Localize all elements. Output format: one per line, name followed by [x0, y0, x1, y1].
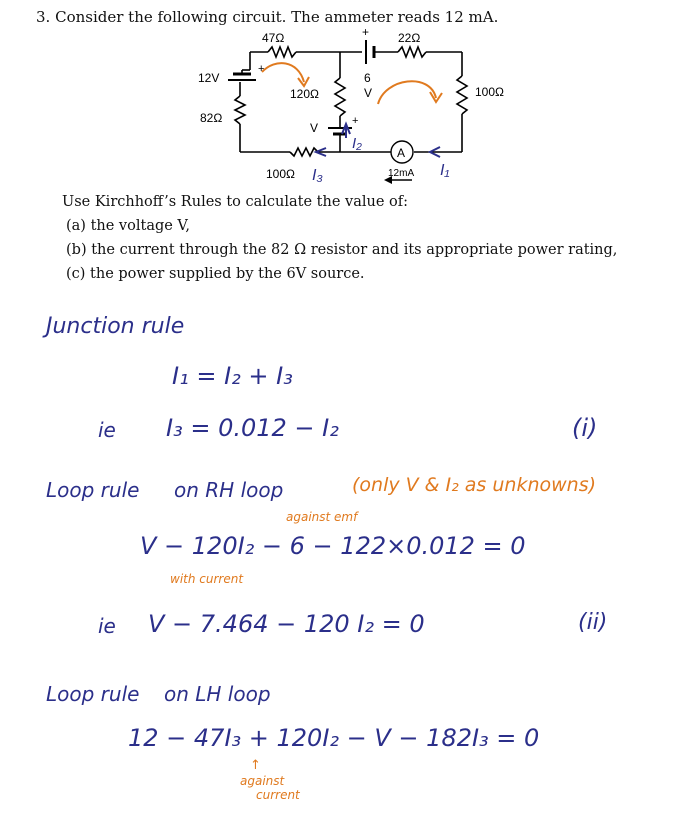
label-ammeter-reading: 12mA [388, 168, 415, 179]
unknowns-note: (only V & I₂ as unknowns) [352, 474, 597, 496]
resistor-22-ohm [398, 47, 426, 57]
against-emf-note: against emf [286, 510, 358, 524]
part-c-label: (c) [66, 266, 86, 282]
label-12v: 12V [198, 71, 220, 85]
equation-tag-2: (ii) [578, 610, 608, 635]
instruction: Use Kirchhoff’s Rules to calculate the value of: [62, 194, 409, 210]
part-c [66, 266, 365, 282]
label-i1: I₁ [440, 162, 450, 179]
circuit-diagram [0, 0, 680, 200]
label-plus-12v: + [258, 63, 265, 75]
equation-junction: I₁ = I₂ + I₃ [172, 362, 293, 390]
label-ammeter: A [397, 146, 406, 160]
label-plus-v: + [352, 115, 359, 127]
label-22-ohm: 22Ω [398, 31, 421, 45]
label-47-ohm: 47Ω [262, 31, 285, 45]
resistor-120-ohm [335, 78, 345, 116]
orange-up-arrow: ↑ [250, 758, 261, 773]
orange-loop-arrow-right [378, 81, 436, 104]
loop-rule-lh-heading: Loop rule [46, 682, 140, 706]
part-a-text: the voltage V, [90, 218, 190, 234]
label-120-ohm: 120Ω [290, 87, 319, 101]
resistor-100-ohm-right [457, 76, 467, 114]
label-82-ohm: 82Ω [200, 111, 223, 125]
part-c-text: the power supplied by the 6V source. [90, 266, 365, 282]
loop-rule-rh-heading: Loop rule [46, 478, 140, 502]
label-plus-top: + [362, 25, 370, 39]
problem-number: 3. [36, 8, 51, 26]
label-v: V [310, 121, 319, 135]
against-current-note-1: against [240, 774, 285, 788]
label-6v-bottom: V [364, 86, 373, 100]
equation-tag-1: (i) [572, 414, 598, 442]
part-b-label: (b) [66, 242, 87, 258]
blue-arrow-i2 [342, 124, 350, 138]
against-current-note-2: current [256, 788, 300, 802]
equation-i3: I₃ = 0.012 − I₂ [166, 414, 339, 442]
label-i3: I₃ [312, 167, 323, 184]
equation-rh-simplified: V − 7.464 − 120 I₂ = 0 [148, 610, 425, 638]
equation-lh-loop: 12 − 47I₃ + 120I₂ − V − 182I₃ = 0 [128, 724, 540, 752]
part-b [66, 242, 617, 258]
junction-rule-heading: Junction rule [46, 314, 185, 339]
label-100-ohm-right: 100Ω [475, 85, 504, 99]
part-a-label: (a) [66, 218, 86, 234]
loop-rule-rh-on: on RH loop [174, 478, 284, 502]
resistor-82-ohm [235, 96, 245, 124]
ie-label-2: ie [98, 614, 116, 638]
label-100-ohm-bottom: 100Ω [266, 167, 295, 181]
equation-rh-loop: V − 120I₂ − 6 − 122×0.012 = 0 [140, 532, 526, 560]
part-a [66, 218, 190, 234]
loop-rule-lh-on: on LH loop [164, 682, 271, 706]
with-current-note: with current [170, 572, 244, 586]
problem-text: Consider the following circuit. The ammeter reads 12 mA. [55, 8, 499, 26]
part-b-text: the current through the 82 Ω resistor and its appropriate power rating, [91, 242, 618, 258]
ie-label-1: ie [98, 418, 116, 442]
resistor-47-ohm [268, 47, 296, 57]
label-i2: I₂ [352, 135, 362, 152]
label-6v-top: 6 [364, 71, 371, 85]
